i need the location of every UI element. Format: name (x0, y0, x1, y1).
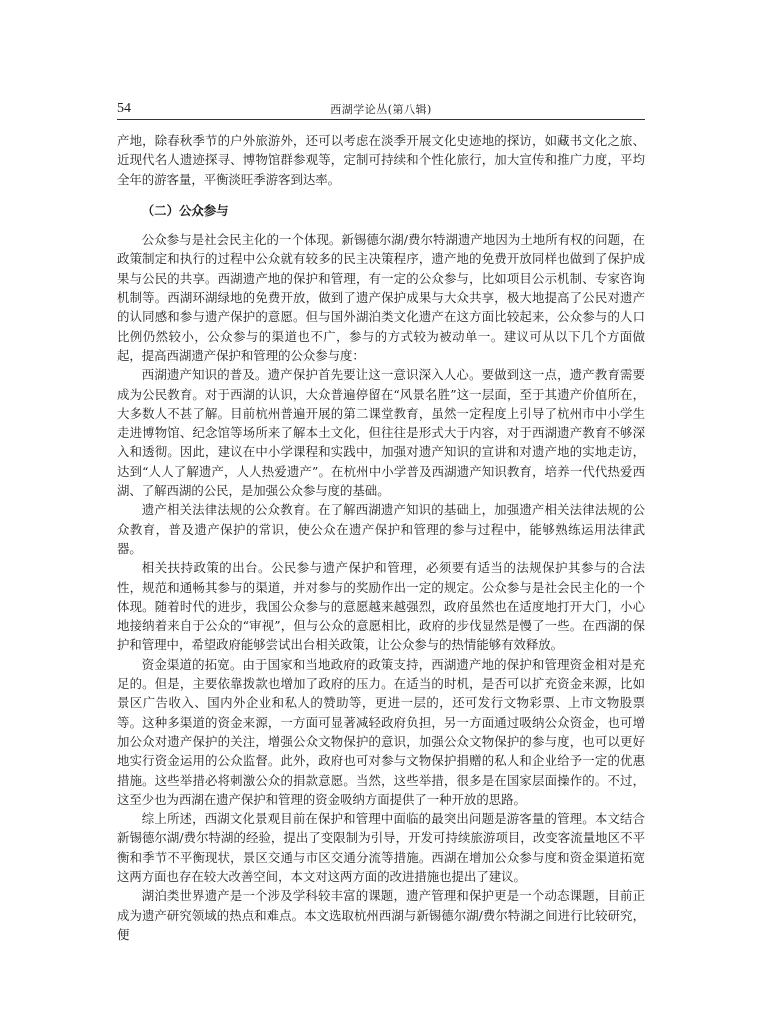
paragraph-legal-education: 遗产相关法律法规的公众教育。在了解西湖遗产知识的基础上，加强遗产相关法律法规的公众教育，普及遗产保护的常识，使公众在遗产保护和管理的参与过程中，能够熟练运用法律武器。 (117, 502, 645, 556)
running-header (117, 101, 645, 120)
paragraph-public-participation: 公众参与是社会民主化的一个体现。新锡德尔湖/费尔特湖遗产地因为土地所有权的问题，在政策制定和执行的过程中公众就有较多的民主决策程序，遗产地的免费开放同样也做到了保护成果与公民的共享。西湖遗产地的保护和管理，有一定的公众参与，比如项目公示机制、专家咨询机制等。西湖环湖绿地的免费开放，做到了遗产保护成果与大众共享，极大地提高了公民对遗产的认同感和参与遗产保护的意愿。但与国外湖泊类文化遗产在这方面比较起来，公众参与的人口比例仍然较小，公众参与的渠道也不广，参与的方式较为被动单一。建议可从以下几个方面做起，提高西湖遗产保护和管理的公众参与度： (117, 232, 645, 363)
journal-title: 西湖学论丛(第八辑) (330, 103, 432, 116)
page-number: 54 (117, 101, 131, 116)
article-body (117, 131, 645, 944)
paragraph-funding-channels: 资金渠道的拓宽。由于国家和当地政府的政策支持，西湖遗产地的保护和管理资金相对是充足的。但是，主要依靠拨款也增加了政府的压力。在适当的时机，是否可以扩充资金来源，比如景区广告收入、国内外企业和私人的赞助等，更进一层的，还可发行文物彩票、上市文物股票等。这种多渠道的资金来源，一方面可显著减轻政府负担，另一方面通过吸纳公众资金，也可增加公众对遗产保护的关注，增强公众文物保护的意识，加强公众文物保护的参与度，也可以更好地实行资金运用的公众监督。此外，政府也可对参与文物保护捐赠的私人和企业给予一定的优惠措施。这些举措必将刺激公众的捐款意愿。当然，这些举措，很多是在国家层面操作的。不过，这至少也为西湖在遗产保护和管理的资金吸纳方面提供了一种开放的思路。 (117, 656, 645, 807)
paragraph-heritage-knowledge: 西湖遗产知识的普及。遗产保护首先要让这一意识深入人心。要做到这一点，遗产教育需要成为公民教育。对于西湖的认识，大众普遍停留在“风景名胜”这一层面，至于其遗产价值所在，大多数人不甚了解。目前杭州普遍开展的第二课堂教育，虽然一定程度上引导了杭州市中小学生走进博物馆、纪念馆等场所来了解本土文化，但往往是形式大于内容，对于西湖遗产教育不够深入和透彻。因此，建议在中小学课程和实践中，加强对遗产知识的宣讲和对遗产地的实地走访，达到“人人了解遗产，人人热爱遗产”。在杭州中小学普及西湖遗产知识教育，培养一代代热爱西湖、了解西湖的公民，是加强公众参与度的基础。 (117, 367, 645, 499)
paragraph-conclusion: 湖泊类世界遗产是一个涉及学科较丰富的课题，遗产管理和保护更是一个动态课题，目前正成为遗产研究领域的热点和难点。本文选取杭州西湖与新锡德尔湖/费尔特湖之间进行比较研究，便 (117, 888, 645, 942)
section-heading: （二）公众参与 (141, 202, 229, 218)
paragraph-support-policy: 相关扶持政策的出台。公民参与遗产保护和管理，必须要有适当的法规保护其参与的合法性，规范和通畅其参与的渠道，并对参与的奖励作出一定的规定。公众参与是社会民主化的一个体现。随着时代的进步，我国公众参与的意愿越来越强烈，政府虽然也在适度地打开大门，小心地接纳着来自于公众的“审视”，但与公众的意愿相比，政府的步伐显然是慢了一些。在西湖的保护和管理中，希望政府能够尝试出台相关政策，让公众参与的热情能够有效释放。 (117, 560, 645, 653)
paragraph-summary: 综上所述，西湖文化景观目前在保护和管理中面临的最突出问题是游客量的管理。本文结合新锡德尔湖/费尔特湖的经验，提出了变限制为引导，开发可持续旅游项目，改变客流量地区不平衡和季节不平衡现状，景区交通与市区交通分流等措施。西湖在增加公众参与度和资金渠道拓宽这两方面也存在较大改善空间，本文对这两方面的改进措施也提出了建议。 (117, 811, 645, 884)
paragraph-continuation: 产地，除春秋季节的户外旅游外，还可以考虑在淡季开展文化史迹地的探访，如藏书文化之旅、近现代名人遗迹探寻、博物馆群参观等，定制可持续和个性化旅行，加大宣传和推广力度，平均全年的游客量，平衡淡旺季游客到达率。 (117, 133, 645, 187)
